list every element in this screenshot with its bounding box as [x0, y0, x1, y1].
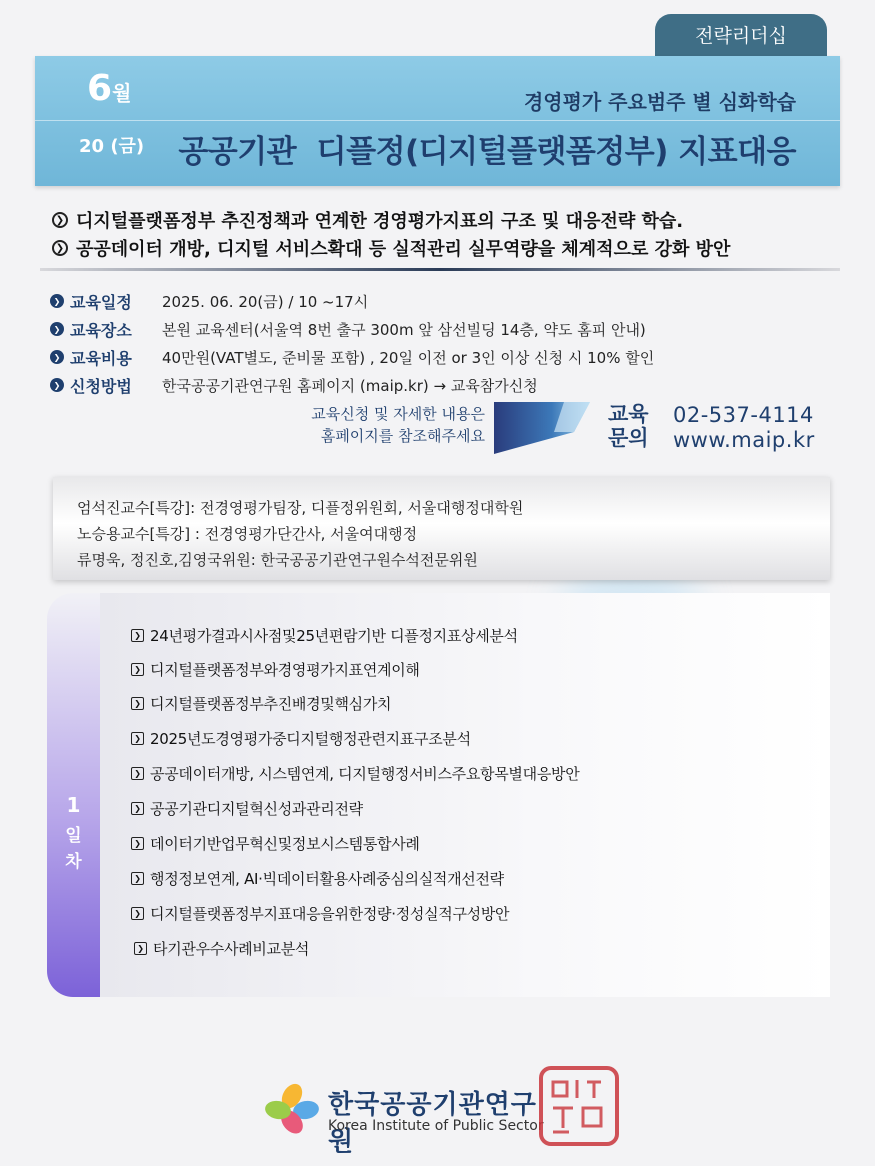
chevron-right-icon: ❯: [131, 802, 144, 815]
contact-phone[interactable]: 02-537-4114: [673, 403, 814, 427]
instructor-item: 노승용교수[특강] : 전경영평가단간사, 서울여대행정: [77, 525, 418, 543]
chevron-right-icon: ❯: [131, 732, 144, 745]
chevron-right-icon: ❯: [131, 629, 144, 642]
day-number: 1: [66, 793, 81, 817]
objective-item: ❯ 디지털플랫폼정부 추진정책과 연계한 경영평가지표의 구조 및 대응전략 학습.: [52, 206, 730, 234]
objectives: [52, 206, 730, 262]
instructors-box: [53, 477, 830, 580]
topic-item: ❯ 데이터기반업무혁신및정보시스템통합사례: [131, 833, 420, 854]
info-row-cost: ❯ 교육비용 40만원(VAT별도, 준비물 포함) , 20일 이전 or 3인 이상 신청 시 10% 할인: [50, 343, 654, 371]
info-row-schedule: ❯ 교육일정 2025. 06. 20(금) / 10 ~17시: [50, 287, 654, 315]
chevron-right-icon: ❯: [131, 767, 144, 780]
chevron-right-icon: ❯: [131, 907, 144, 920]
chevron-right-icon: ❯: [50, 378, 64, 392]
month: 6월: [87, 68, 132, 109]
official-seal-stamp: [537, 1064, 621, 1148]
topic-item: ❯ 공공데이터개방, 시스템연계, 디지털행정서비스주요항목별대응방안: [131, 763, 579, 784]
day-char: 차: [65, 852, 82, 872]
topic-item: ❯ 2025년도경영평가중디지털행정관련지표구조분석: [131, 728, 471, 749]
chevron-right-icon: ❯: [131, 837, 144, 850]
logo-english: Korea Institute of Public Sector: [328, 1118, 544, 1134]
divider: [40, 268, 840, 271]
reference-note: 교육신청 및 자세한 내용은 홈페이지를 참조해주세요: [311, 405, 485, 445]
topic-item: ❯ 디지털플랫폼정부와경영평가지표연계이해: [131, 659, 420, 680]
chevron-right-icon: ❯: [50, 322, 64, 336]
header-divider: [35, 120, 840, 121]
chevron-right-icon: ❯: [52, 240, 68, 256]
topic-item: ❯ 공공기관디지털혁신성과관리전략: [131, 798, 363, 819]
day-schedule: [47, 593, 830, 997]
info-row-apply: ❯ 신청방법 한국공공기관연구원 홈페이지 (maip.kr) → 교육참가신청: [50, 371, 654, 399]
contact-web[interactable]: www.maip.kr: [673, 428, 815, 452]
chevron-right-icon: ❯: [134, 942, 147, 955]
topic-panel: [100, 593, 830, 997]
info-row-location: ❯ 교육장소 본원 교육센터(서울역 8번 출구 300m 앞 삼선빌딩 14층, 약도 홈피 안내): [50, 315, 654, 343]
logo-korean: 한국공공기관연구원: [328, 1090, 537, 1157]
chevron-right-icon: ❯: [131, 697, 144, 710]
chevron-right-icon: ❯: [131, 663, 144, 676]
header-banner: [35, 56, 840, 186]
day-char: 일: [65, 826, 82, 846]
topic-item: ❯ 24년평가결과시사점및25년편람기반 디플정지표상세분석: [131, 625, 518, 646]
date: 20 (금): [79, 136, 145, 157]
day-tab: [47, 593, 100, 997]
instructor-item: 엄석진교수[특강]: 전경영평가팀장, 디플정위원회, 서울대행정대학원: [77, 499, 524, 517]
chevron-right-icon: ❯: [52, 212, 68, 228]
category-tab: 전략리더십: [655, 14, 827, 60]
objective-item: ❯ 공공데이터 개방, 디지털 서비스확대 등 실적관리 실무역량을 체계적으로 강화 방안: [52, 234, 730, 262]
chevron-right-icon: ❯: [50, 350, 64, 364]
topic-item: ❯ 행정정보연계, AI·빅데이터활용사례중심의실적개선전략: [131, 868, 504, 889]
course-info: [50, 287, 654, 399]
instructor-item: 류명욱, 정진호,김영국위원: 한국공공기관연구원수석전문위원: [77, 551, 478, 569]
organization-logo: [262, 1080, 562, 1157]
topic-item: ❯ 타기관우수사례비교분석: [134, 938, 309, 959]
subtitle: 경영평가 주요범주 별 심화학습: [523, 90, 796, 114]
contact-label: 교육 문의: [608, 402, 649, 450]
chevron-right-icon: ❯: [131, 872, 144, 885]
topic-item: ❯ 디지털플랫폼정부추진배경및핵심가치: [131, 693, 391, 714]
logo-mark-icon: [262, 1082, 322, 1138]
arrow-banner-graphic: [494, 402, 594, 454]
contact-info: [673, 403, 815, 453]
chevron-right-icon: ❯: [50, 294, 64, 308]
topic-item: ❯ 디지털플랫폼정부지표대응을위한정량·정성실적구성방안: [131, 903, 509, 924]
page-title: 공공기관 디플정(디지털플랫폼정부) 지표대응: [178, 134, 796, 170]
